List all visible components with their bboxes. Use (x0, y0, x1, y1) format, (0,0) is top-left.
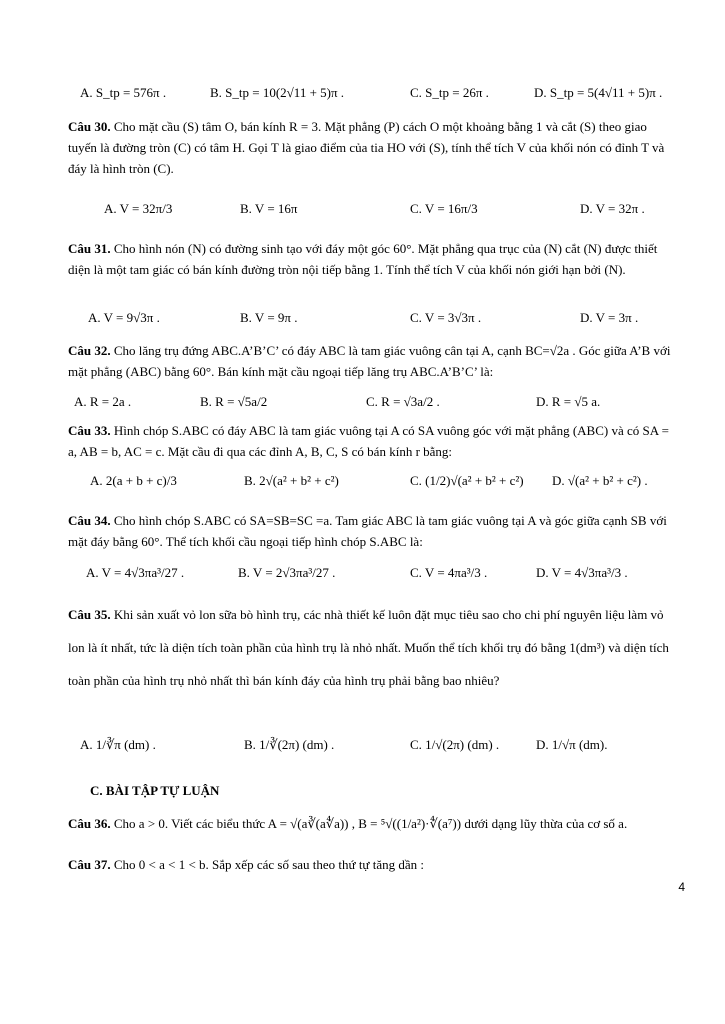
q37-stem (68, 854, 678, 875)
q34-option-a: A. V = 4√3πa³/27 . (86, 565, 185, 580)
q30-option-b: B. V = 16π (240, 201, 298, 216)
q32-options (68, 385, 678, 419)
q31-option-d: D. V = 3π . (580, 310, 639, 325)
q37-label: Câu 37. (68, 857, 111, 872)
q31-text: Cho hình nón (N) có đường sinh tạo với đáy một góc 60°. Mặt phẳng qua trục của (N) cắt (N) được thiết diện là một tam giác có bán kính đường tròn nội tiếp bằng 1. Tính thể tích V của khối nón giới hạn bởi (N). (68, 241, 658, 277)
q35-options (68, 728, 678, 762)
q30-option-d: D. V = 32π . (580, 201, 645, 216)
q35-option-c: C. 1/√(2π) (dm) . (410, 737, 500, 752)
q30-text: Cho mặt cầu (S) tâm O, bán kính R = 3. Mặt phẳng (P) cách O một khoảng bằng 1 và cắt (S) theo giao tuyến là đường tròn (C) có tâm H. Gọi T là giao điểm của tia HO với (S), tính thể tích V của khối nón có đỉnh T và đáy là hình tròn (C). (68, 119, 665, 176)
q29-option-c: C. S_tp = 26π . (410, 85, 489, 100)
q35-stem (68, 598, 678, 697)
q31-stem (68, 238, 678, 280)
page-number: 4 (678, 880, 685, 894)
q33-option-a: A. 2(a + b + c)/3 (90, 473, 177, 488)
q30-stem (68, 116, 678, 179)
q32-option-b: B. R = √5a/2 (200, 394, 268, 409)
q37-text: Cho 0 < a < 1 < b. Sắp xếp các số sau theo thứ tự tăng dần : (113, 857, 424, 872)
q30-option-c: C. V = 16π/3 (410, 201, 478, 216)
q31-options (68, 301, 678, 335)
q35-label: Câu 35. (68, 607, 111, 622)
section-heading: C. BÀI TẬP TỰ LUẬN (90, 783, 220, 798)
q34-label: Câu 34. (68, 513, 111, 528)
q30-label: Câu 30. (68, 119, 111, 134)
q36-text: Cho a > 0. Viết các biểu thức A = √(a∛(a∜a)) , B = ⁵√((1/a²)·∜(a⁷)) dưới dạng lũy thừa của cơ số a. (113, 816, 628, 831)
q33-option-d: D. √(a² + b² + c²) . (552, 473, 648, 488)
q34-text: Cho hình chóp S.ABC có SA=SB=SC =a. Tam giác ABC là tam giác vuông tại A và góc giữa cạnh SB với mặt đáy bằng 60°. Thể tích khối cầu ngoại tiếp hình chóp S.ABC là: (68, 513, 667, 549)
q35-option-b: B. 1/∛(2π) (dm) . (244, 737, 335, 752)
q31-option-b: B. V = 9π . (240, 310, 298, 325)
q33-label: Câu 33. (68, 423, 111, 438)
q33-option-c: C. (1/2)√(a² + b² + c²) (410, 473, 524, 488)
q34-option-d: D. V = 4√3πa³/3 . (536, 565, 628, 580)
q33-text: Hình chóp S.ABC có đáy ABC là tam giác vuông tại A có SA vuông góc với mặt phẳng (ABC) và có SA = a, AB = b, AC = c. Mặt cầu đi qua các đỉnh A, B, C, S có bán kính r bằng: (68, 423, 669, 459)
q35-option-a: A. 1/∛π (dm) . (80, 737, 156, 752)
q34-stem (68, 510, 678, 552)
q36-stem (68, 812, 678, 836)
q29-option-b: B. S_tp = 10(2√11 + 5)π . (210, 85, 345, 100)
q30-options (68, 192, 678, 226)
q32-stem (68, 340, 678, 382)
q29-options (68, 76, 678, 110)
q32-option-a: A. R = 2a . (74, 394, 132, 409)
q30-option-a: A. V = 32π/3 (104, 201, 173, 216)
q34-option-b: B. V = 2√3πa³/27 . (238, 565, 336, 580)
q33-options (68, 464, 678, 498)
q31-option-a: A. V = 9√3π . (88, 310, 160, 325)
q32-label: Câu 32. (68, 343, 111, 358)
q36-label: Câu 36. (68, 816, 111, 831)
q35-text: Khi sản xuất vỏ lon sữa bò hình trụ, các nhà thiết kế luôn đặt mục tiêu sao cho chi phí nguyên liệu làm vỏ lon là ít nhất, tức là diện tích toàn phần của hình trụ là nhỏ nhất. Muốn thể tích khối trụ đó bằng 1(dm³) và diện tích toàn phần của hình trụ nhỏ nhất thì bán kính đáy của hình trụ phải bằng bao nhiêu? (68, 607, 669, 688)
q31-option-c: C. V = 3√3π . (410, 310, 482, 325)
q33-stem (68, 420, 678, 462)
q32-option-d: D. R = √5 a. (536, 394, 601, 409)
q29-option-a: A. S_tp = 576π . (80, 85, 167, 100)
q35-option-d: D. 1/√π (dm). (536, 737, 608, 752)
q34-option-c: C. V = 4πa³/3 . (410, 565, 488, 580)
q32-text: Cho lăng trụ đứng ABC.A’B’C’ có đáy ABC là tam giác vuông cân tại A, cạnh BC=√2a . Góc giữa A’B với mặt phẳng (ABC) bằng 60°. Bán kính mặt cầu ngoại tiếp lăng trụ ABC.A’B’C’ là: (68, 343, 671, 379)
q34-options (68, 556, 678, 590)
q29-option-d: D. S_tp = 5(4√11 + 5)π . (534, 85, 663, 100)
q33-option-b: B. 2√(a² + b² + c²) (244, 473, 339, 488)
q32-option-c: C. R = √3a/2 . (366, 394, 440, 409)
q31-label: Câu 31. (68, 241, 111, 256)
